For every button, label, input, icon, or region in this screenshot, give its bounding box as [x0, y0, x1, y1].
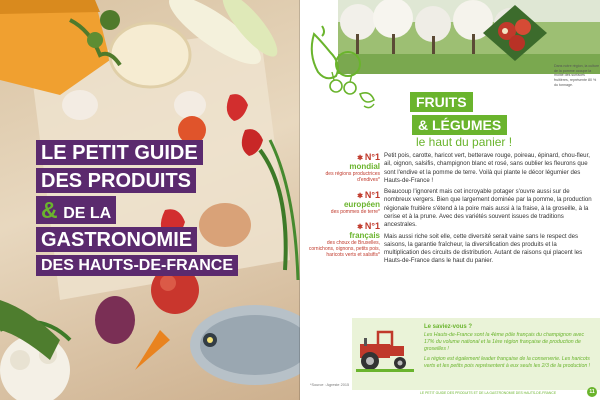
did-you-know-box: [352, 318, 600, 390]
did-you-know-title: Le saviez-vous ?: [424, 324, 473, 330]
tractor-icon: [356, 328, 414, 372]
ranking-number: ✱ N°1: [308, 190, 380, 200]
cover-title-line: DES PRODUITS: [36, 168, 196, 193]
cover-title-fragment: DE LA: [63, 205, 112, 222]
vegetable-basket-icon: [304, 24, 384, 124]
running-footer: LE PETIT GUIDE DES PRODUITS ET DE LA GASTRONOMIE DES HAUTS-DE-FRANCE: [420, 391, 557, 395]
ranking-number: ✱ N°1: [308, 152, 380, 162]
article-page: [300, 0, 600, 400]
cover-title: [36, 140, 238, 279]
heading-legumes: & LÉGUMES: [412, 115, 507, 135]
ranking-fact: [308, 221, 380, 259]
cover-title-ampersand: &: [41, 197, 58, 223]
cover-title-line: DES HAUTS-DE-FRANCE: [36, 255, 238, 276]
heading-fruits: FRUITS: [410, 92, 473, 112]
cover-title-line: LE PETIT GUIDE: [36, 140, 203, 165]
body-paragraph: Beaucoup l'ignorent mais cet incroyable potager s'ouvre aussi sur de nombreux vergers. Bien que largement dominée par la pomme, la production régionale fruitière s'étend à la poire mais aussi à la fraise, à la groseille, à la cerise et à la prune. Avec des variétés souvent issues de traditions ancestrales.: [384, 188, 592, 229]
ranking-scope: européen: [343, 199, 380, 209]
ranking-detail: des régions productrices d'endives*: [325, 171, 380, 184]
ranking-detail: des pommes de terre*: [330, 208, 380, 215]
did-you-know-text: La région est également leader française de la conserverie. Les haricots verts et les petits pois représentent à eux seuls les 2/3 de la production !: [424, 356, 591, 369]
ranking-fact: [308, 152, 380, 184]
ranking-fact: [308, 190, 380, 215]
ranking-scope: mondial: [349, 162, 380, 171]
inset-caption: Dans notre région, la culture de la pomme occupe la moitié des surfaces fruitières, représente 80 % du tonnage.: [554, 64, 600, 87]
section-heading: [410, 92, 512, 149]
ranking-scope: français: [349, 230, 380, 240]
apple-inset-photo: [483, 5, 547, 61]
article-body: [384, 152, 592, 269]
cover-title-line: GASTRONOMIE: [36, 227, 197, 252]
source-note: *Source : Agreste 2015: [310, 383, 350, 387]
ranking-number: ✱ N°1: [308, 221, 380, 231]
ranking-detail: des choux de Bruxelles, cornichons, oignons, petits pois, haricots verts et salsifis*: [308, 239, 380, 259]
did-you-know-text: Les Hauts-de-France sont la 4ème pôle français du champignon avec 17% du volume national et la 1ère région française de production de groseilles !: [424, 332, 585, 352]
body-paragraph: Mais aussi riche soit elle, cette diversité serait vaine sans le respect des saisons, la garantie fraîcheur, la diversification des produits et la multiplication des circuits de distribution. Autant de raisons qui placent les Hauts-de-France dans le haut du panier.: [384, 232, 583, 265]
ranking-facts: [308, 152, 380, 265]
page-number: 11: [587, 387, 597, 397]
heading-subtitle: le haut du panier !: [416, 135, 513, 149]
body-paragraph: Petit pois, carotte, haricot vert, betterave rouge, poireau, épinard, chou-fleur, ail, oignon, salsifis, champignon blanc et rosé, sans oublier les fleurons que sont l'endive et la pomme de terre. Voilà qui plante le décor légumier des Hauts-de-France !: [384, 152, 590, 184]
cover-title-line: [36, 196, 116, 224]
